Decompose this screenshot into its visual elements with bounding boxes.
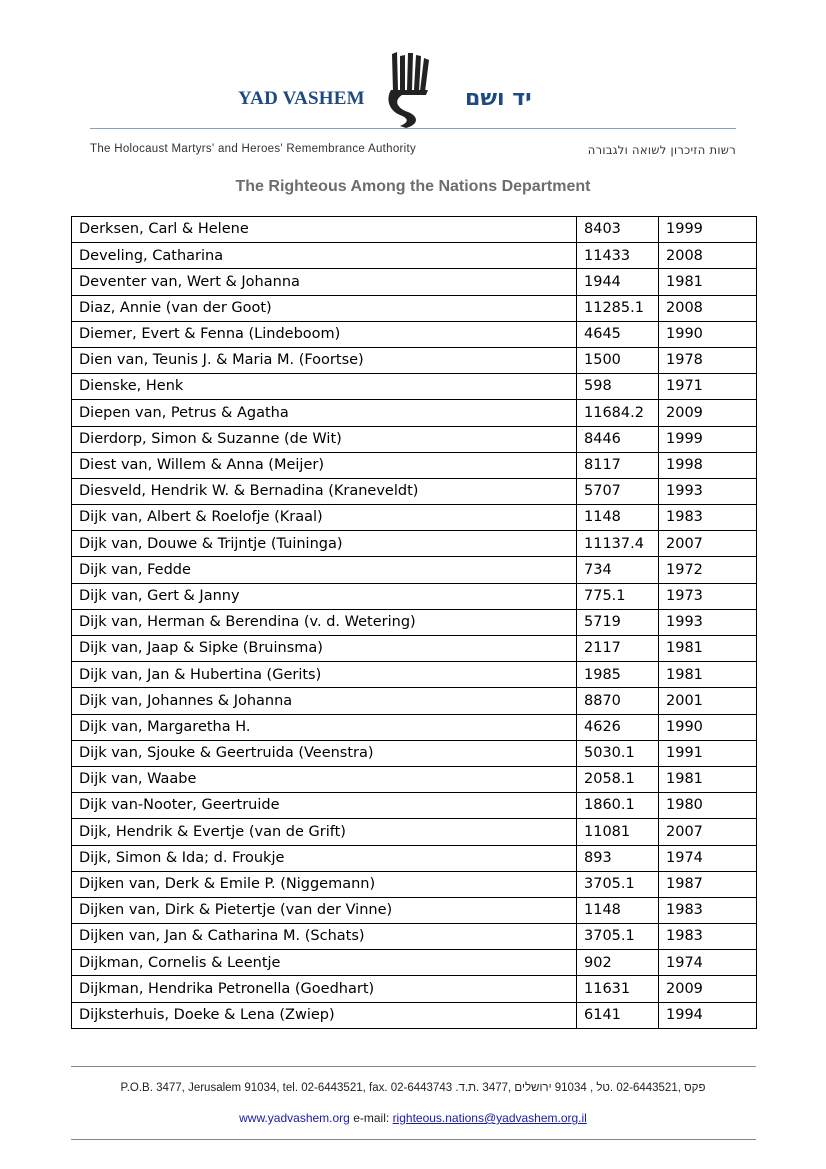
cell-name: Dijk van, Margaretha H. [72, 714, 577, 740]
cell-year: 1987 [659, 871, 757, 897]
cell-year: 1981 [659, 766, 757, 792]
logo-hebrew: יד ושם [465, 86, 532, 111]
table-row [72, 426, 757, 452]
footer-divider-top [71, 1066, 756, 1067]
table-row [72, 217, 757, 243]
cell-name: Dijk van, Waabe [72, 766, 577, 792]
department-title: The Righteous Among the Nations Department [235, 178, 591, 195]
cell-name: Dijken van, Jan & Catharina M. (Schats) [72, 924, 577, 950]
cell-year: 2008 [659, 295, 757, 321]
cell-file-number: 11631 [577, 976, 659, 1002]
cell-file-number: 1985 [577, 662, 659, 688]
cell-file-number: 4645 [577, 321, 659, 347]
table-row [72, 478, 757, 504]
cell-name: Dijken van, Derk & Emile P. (Niggemann) [72, 871, 577, 897]
cell-year: 1991 [659, 740, 757, 766]
cell-name: Dijk van, Fedde [72, 557, 577, 583]
logo-english: YAD VASHEM [238, 88, 365, 109]
cell-file-number: 4626 [577, 714, 659, 740]
cell-year: 1993 [659, 609, 757, 635]
cell-name: Dijk van, Sjouke & Geertruida (Veenstra) [72, 740, 577, 766]
cell-name: Diemer, Evert & Fenna (Lindeboom) [72, 321, 577, 347]
email-link[interactable]: righteous.nations@yadvashem.org.il [392, 1111, 587, 1125]
yad-vashem-menorah-logo [386, 50, 438, 130]
cell-year: 1999 [659, 217, 757, 243]
table-row [72, 871, 757, 897]
cell-file-number: 11684.2 [577, 400, 659, 426]
cell-file-number: 8446 [577, 426, 659, 452]
footer-address: P.O.B. 3477, Jerusalem 91034, tel. 02-6443521, fax. 02-6443743 .פקס ,02-6443521 .טל , 91034 ירושלים ,3477 .ת.ד [120, 1082, 706, 1094]
cell-year: 1999 [659, 426, 757, 452]
table-row [72, 321, 757, 347]
cell-year: 2007 [659, 531, 757, 557]
cell-file-number: 8403 [577, 217, 659, 243]
cell-file-number: 1860.1 [577, 793, 659, 819]
cell-file-number: 2117 [577, 636, 659, 662]
cell-name: Diepen van, Petrus & Agatha [72, 400, 577, 426]
cell-file-number: 11137.4 [577, 531, 659, 557]
cell-name: Dien van, Teunis J. & Maria M. (Foortse) [72, 347, 577, 373]
table-row [72, 505, 757, 531]
cell-name: Dijk, Hendrik & Evertje (van de Grift) [72, 819, 577, 845]
cell-year: 1990 [659, 714, 757, 740]
cell-year: 2008 [659, 243, 757, 269]
cell-file-number: 893 [577, 845, 659, 871]
cell-name: Dijksterhuis, Doeke & Lena (Zwiep) [72, 1002, 577, 1028]
cell-year: 1981 [659, 662, 757, 688]
footer-divider-bottom [71, 1139, 756, 1140]
cell-file-number: 1148 [577, 505, 659, 531]
cell-file-number: 8117 [577, 452, 659, 478]
cell-file-number: 6141 [577, 1002, 659, 1028]
cell-file-number: 5030.1 [577, 740, 659, 766]
cell-name: Dienske, Henk [72, 374, 577, 400]
cell-name: Deventer van, Wert & Johanna [72, 269, 577, 295]
table-row [72, 662, 757, 688]
cell-year: 1981 [659, 636, 757, 662]
table-row [72, 924, 757, 950]
cell-name: Dijk, Simon & Ida; d. Froukje [72, 845, 577, 871]
table-row [72, 740, 757, 766]
cell-file-number: 1500 [577, 347, 659, 373]
cell-year: 1994 [659, 1002, 757, 1028]
cell-year: 1971 [659, 374, 757, 400]
table-row [72, 347, 757, 373]
table-row [72, 531, 757, 557]
cell-name: Dijk van, Jaap & Sipke (Bruinsma) [72, 636, 577, 662]
authority-hebrew: רשות הזיכרון לשואה ולגבורה [587, 143, 736, 157]
cell-year: 2007 [659, 819, 757, 845]
table-row [72, 609, 757, 635]
cell-year: 1972 [659, 557, 757, 583]
table-row [72, 295, 757, 321]
cell-name: Dijk van, Albert & Roelofje (Kraal) [72, 505, 577, 531]
table-row [72, 845, 757, 871]
table-row [72, 374, 757, 400]
cell-name: Dierdorp, Simon & Suzanne (de Wit) [72, 426, 577, 452]
table-row [72, 1002, 757, 1028]
cell-name: Dijk van, Johannes & Johanna [72, 688, 577, 714]
cell-name: Dijken van, Dirk & Pietertje (van der Vinne) [72, 897, 577, 923]
table-row [72, 557, 757, 583]
cell-name: Diaz, Annie (van der Goot) [72, 295, 577, 321]
authority-english: The Holocaust Martyrs' and Heroes' Remembrance Authority [90, 143, 417, 155]
cell-file-number: 8870 [577, 688, 659, 714]
cell-name: Diest van, Willem & Anna (Meijer) [72, 452, 577, 478]
table-row [72, 243, 757, 269]
cell-file-number: 5707 [577, 478, 659, 504]
cell-year: 1993 [659, 478, 757, 504]
cell-name: Dijk van, Herman & Berendina (v. d. Wetering) [72, 609, 577, 635]
cell-name: Develing, Catharina [72, 243, 577, 269]
righteous-list-table [71, 216, 757, 1029]
authority-line [90, 143, 736, 155]
table-row [72, 269, 757, 295]
cell-year: 1978 [659, 347, 757, 373]
table-row [72, 766, 757, 792]
cell-year: 1973 [659, 583, 757, 609]
cell-year: 1983 [659, 924, 757, 950]
table-row [72, 400, 757, 426]
cell-year: 2009 [659, 976, 757, 1002]
cell-file-number: 3705.1 [577, 924, 659, 950]
cell-file-number: 1148 [577, 897, 659, 923]
table-row [72, 714, 757, 740]
footer-contact [0, 1111, 826, 1125]
table-body [72, 217, 757, 1029]
table-row [72, 636, 757, 662]
cell-name: Dijkman, Cornelis & Leentje [72, 950, 577, 976]
cell-name: Dijk van, Jan & Hubertina (Gerits) [72, 662, 577, 688]
cell-file-number: 598 [577, 374, 659, 400]
cell-year: 1980 [659, 793, 757, 819]
cell-file-number: 11433 [577, 243, 659, 269]
cell-name: Derksen, Carl & Helene [72, 217, 577, 243]
cell-file-number: 734 [577, 557, 659, 583]
email-label: e-mail: [353, 1111, 390, 1125]
cell-name: Diesveld, Hendrik W. & Bernadina (Kraneveldt) [72, 478, 577, 504]
cell-year: 2001 [659, 688, 757, 714]
cell-year: 1981 [659, 269, 757, 295]
table-row [72, 976, 757, 1002]
website-link[interactable]: www.yadvashem.org [239, 1111, 350, 1125]
cell-file-number: 1944 [577, 269, 659, 295]
table-row [72, 452, 757, 478]
header-divider [90, 128, 736, 129]
cell-file-number: 11285.1 [577, 295, 659, 321]
cell-year: 1983 [659, 897, 757, 923]
table-row [72, 583, 757, 609]
cell-name: Dijkman, Hendrika Petronella (Goedhart) [72, 976, 577, 1002]
cell-file-number: 902 [577, 950, 659, 976]
cell-name: Dijk van, Gert & Janny [72, 583, 577, 609]
table-row [72, 688, 757, 714]
cell-year: 1983 [659, 505, 757, 531]
cell-name: Dijk van, Douwe & Trijntje (Tuininga) [72, 531, 577, 557]
cell-file-number: 5719 [577, 609, 659, 635]
cell-name: Dijk van-Nooter, Geertruide [72, 793, 577, 819]
cell-year: 1974 [659, 950, 757, 976]
cell-year: 2009 [659, 400, 757, 426]
cell-year: 1990 [659, 321, 757, 347]
table-row [72, 897, 757, 923]
cell-file-number: 775.1 [577, 583, 659, 609]
table-row [72, 793, 757, 819]
cell-year: 1974 [659, 845, 757, 871]
cell-file-number: 2058.1 [577, 766, 659, 792]
cell-file-number: 11081 [577, 819, 659, 845]
table-row [72, 950, 757, 976]
cell-year: 1998 [659, 452, 757, 478]
table-row [72, 819, 757, 845]
cell-file-number: 3705.1 [577, 871, 659, 897]
